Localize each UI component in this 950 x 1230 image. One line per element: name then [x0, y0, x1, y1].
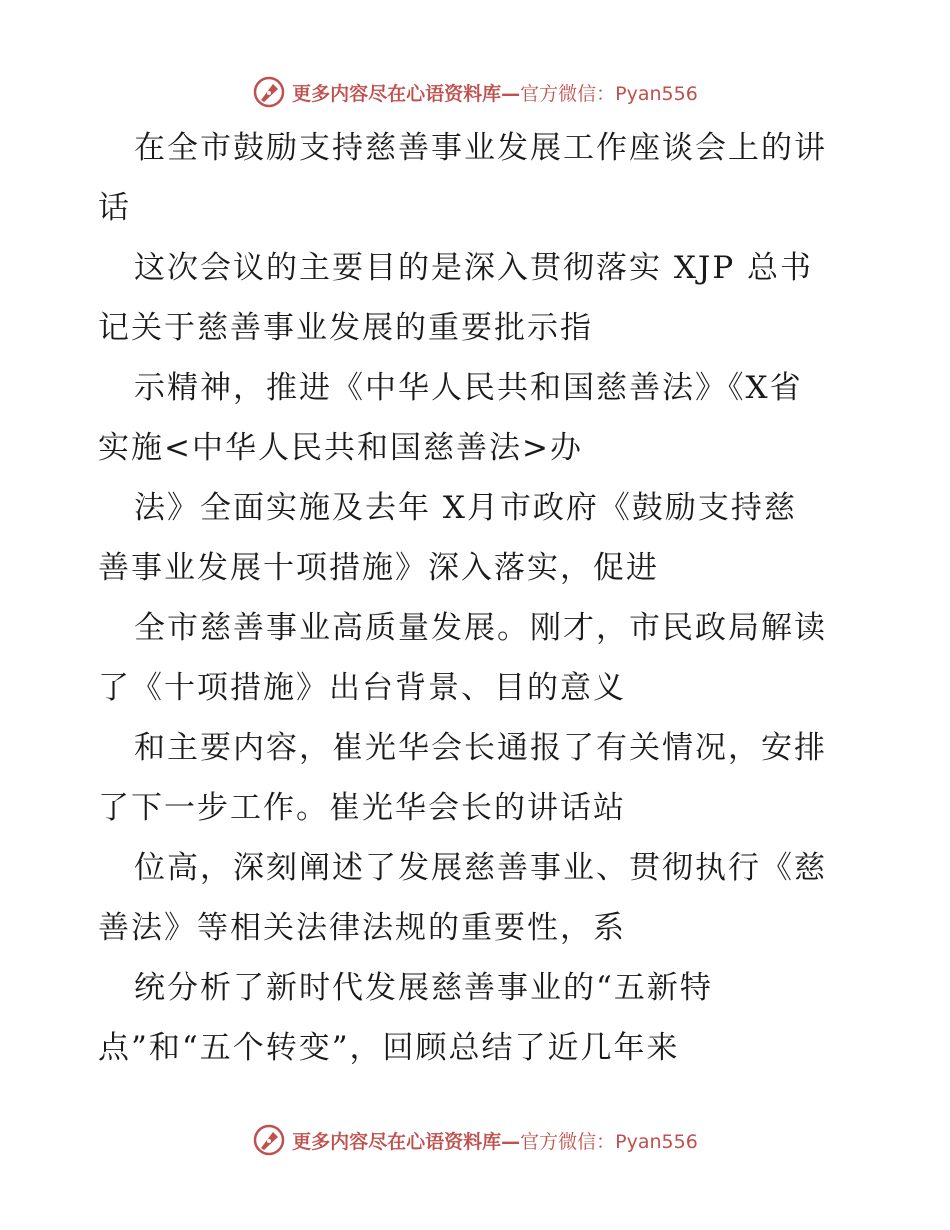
pen-nib-logo-icon: [252, 75, 286, 109]
paragraph-line: 全市慈善事业高质量发展。刚才，市民政局解读: [134, 610, 827, 646]
paragraph-line: 记关于慈善事业发展的重要批示指: [98, 310, 593, 346]
paragraph-line: 了《十项措施》出台背景、目的意义: [98, 670, 626, 706]
watermark-separator: —: [501, 1130, 521, 1153]
document-body: [98, 118, 858, 1078]
paragraph-line: 法》全面实施及去年 X月市政府《鼓励支持慈: [134, 490, 797, 526]
watermark-brand: 更多内容尽在心语资料库: [292, 82, 502, 105]
watermark-brand: 更多内容尽在心语资料库: [292, 1130, 502, 1153]
paragraph-line: 示精神，推进《中华人民共和国慈善法》《X省: [134, 370, 803, 406]
paragraph-line: 了下一步工作。崔光华会长的讲话站: [98, 790, 626, 826]
title-line-1: 在全市鼓励支持慈善事业发展工作座谈会上的讲: [134, 130, 827, 166]
paragraph-line: 善事业发展十项措施》深入落实，促进: [98, 550, 659, 586]
paragraph-line: 统分析了新时代发展慈善事业的“五新特: [134, 970, 713, 1006]
footer-watermark: [0, 1120, 950, 1160]
paragraph-line: 善法》等相关法律法规的重要性，系: [98, 910, 626, 946]
watermark-wechat: 官方微信：Pyan556: [520, 1130, 698, 1153]
paragraph-line: 和主要内容，崔光华会长通报了有关情况，安排: [134, 730, 827, 766]
paragraph-line: 这次会议的主要目的是深入贯彻落实 XJP 总书: [134, 250, 814, 286]
header-watermark: [0, 72, 950, 112]
watermark-wechat: 官方微信：Pyan556: [520, 82, 698, 105]
paragraph-line: 位高，深刻阐述了发展慈善事业、贯彻执行《慈: [134, 850, 827, 886]
watermark-separator: —: [501, 82, 521, 105]
pen-nib-logo-icon: [252, 1123, 286, 1157]
paragraph-line: 实施<中华人民共和国慈善法>办: [98, 430, 583, 466]
watermark-text: [292, 79, 698, 106]
paragraph-line: 点”和“五个转变”，回顾总结了近几年来: [98, 1030, 680, 1066]
title-line-2: 话: [98, 190, 131, 226]
watermark-text: [292, 1127, 698, 1154]
